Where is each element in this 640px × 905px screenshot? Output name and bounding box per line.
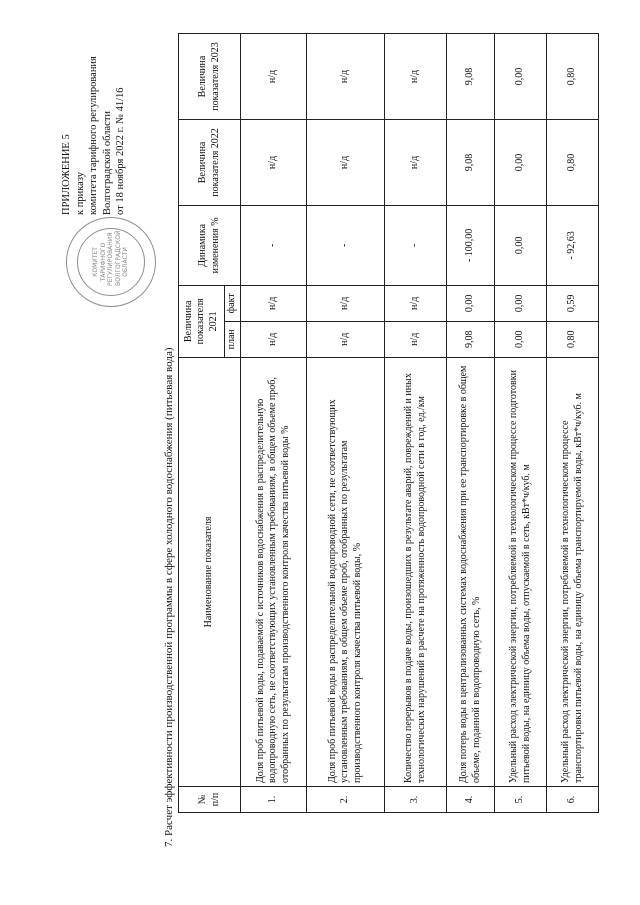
seal-text: КОМИТЕТ ТАРИФНОГО РЕГУЛИРОВАНИЯ ВОЛГОГРАДСКОЙ ОБЛАСТИ (92, 230, 130, 286)
issuing-region: Волгоградской области (101, 110, 113, 215)
indicator-name: Количество перерывов в подаче воды, произошедших в результате аварий, повреждений и иных технологических нарушений в расчете на протяженность водопроводной сети в год, ед./км (385, 357, 447, 786)
table-row (447, 34, 495, 813)
value-dynamics: - (385, 205, 447, 285)
issuing-committee: комитета тарифного регулирования (88, 56, 99, 215)
efficiency-table (178, 33, 599, 813)
value-plan: 9,08 (447, 321, 495, 357)
value-2022: 9,08 (447, 119, 495, 205)
table-row (495, 34, 547, 813)
row-num: 5. (495, 787, 547, 813)
value-2023: н/д (385, 34, 447, 120)
value-fact: н/д (307, 285, 385, 321)
row-num: 6. (547, 787, 599, 813)
value-dynamics: - 100,00 (447, 205, 495, 285)
table-row (307, 34, 385, 813)
value-plan: н/д (241, 321, 307, 357)
row-num: 1. (241, 787, 307, 813)
value-fact: 0,59 (547, 285, 599, 321)
value-plan: 0,80 (547, 321, 599, 357)
value-2022: н/д (241, 119, 307, 205)
table-row (385, 34, 447, 813)
value-fact: н/д (241, 285, 307, 321)
indicator-name: Доля проб питьевой воды в распределительной водопроводной сети, не соответствующих установленным требованиям, в общем объеме проб, отобранных по результатам производственного контроля качества питьевой воды, % (307, 357, 385, 786)
value-2023: 0,80 (547, 34, 599, 120)
value-fact: н/д (385, 285, 447, 321)
header-value-2022: Величина показателя 2022 (179, 119, 241, 205)
header-plan: план (225, 321, 241, 357)
value-dynamics: 0,00 (495, 205, 547, 285)
value-2023: н/д (241, 34, 307, 120)
value-plan: н/д (385, 321, 447, 357)
order-date-number: от 18 ноября 2022 г. № 41/16 (115, 87, 126, 215)
value-plan: н/д (307, 321, 385, 357)
header-fact: факт (225, 285, 241, 321)
value-2022: 0,80 (547, 119, 599, 205)
official-seal (66, 217, 156, 307)
value-2022: н/д (385, 119, 447, 205)
row-num: 4. (447, 787, 495, 813)
header-value-2023: Величина показателя 2023 (179, 34, 241, 120)
value-fact: 0,00 (495, 285, 547, 321)
header-num: № п/п (179, 787, 241, 813)
order-reference: к приказу (74, 172, 86, 215)
value-2022: н/д (307, 119, 385, 205)
value-2023: 0,00 (495, 34, 547, 120)
appendix-label: ПРИЛОЖЕНИЕ 5 (61, 134, 72, 215)
header-name: Наименование показателя (179, 357, 241, 786)
header-value-2021: Величина показателя 2021 (179, 285, 225, 357)
table-row (547, 34, 599, 813)
value-2022: 0,00 (495, 119, 547, 205)
indicator-name: Доля потерь воды в централизованных системах водоснабжения при ее транспортировке в общем объеме, поданной в водопроводную сеть, % (447, 357, 495, 786)
value-fact: 0,00 (447, 285, 495, 321)
section-title: 7. Расчет эффективности производственной программы в сфере холодного водоснабжения (питьевая вода) (163, 347, 175, 847)
value-2023: 9,08 (447, 34, 495, 120)
indicator-name: Доля проб питьевой воды, подаваемой с источников водоснабжения в распределительную водопроводную сеть, не соответствующих установленным требованиям, в общем объеме проб, отобранных по результатам производственного контроля качества питьевой воды % (241, 357, 307, 786)
indicator-name: Удельный расход электрической энергии, потребляемой в технологическом процессе подготовки питьевой воды, на единицу объема воды, отпускаемой в сеть, кВт*ч/куб. м (495, 357, 547, 786)
row-num: 2. (307, 787, 385, 813)
row-num: 3. (385, 787, 447, 813)
value-2023: н/д (307, 34, 385, 120)
header-dynamics: Динамика изменения % (179, 205, 241, 285)
value-dynamics: - (307, 205, 385, 285)
table-row (241, 34, 307, 813)
value-dynamics: - 92,63 (547, 205, 599, 285)
document-header (60, 56, 128, 215)
value-plan: 0,00 (495, 321, 547, 357)
indicator-name: Удельный расход электрической энергии, потребляемой в технологическом процессе транспортировки питьевой воды, на единицу объема транспортируемой воды, кВт*ч/куб. м (547, 357, 599, 786)
value-dynamics: - (241, 205, 307, 285)
